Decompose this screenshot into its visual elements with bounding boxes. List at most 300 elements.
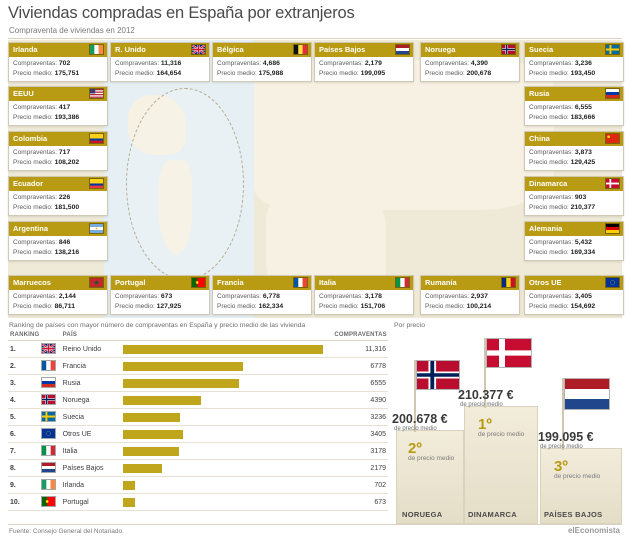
country-card-rusia — [524, 86, 624, 126]
country-card-argentina-precio — [13, 248, 103, 258]
table-row — [8, 375, 388, 392]
flag-noruega-podium — [416, 360, 460, 390]
country-card-ecuador — [8, 176, 108, 216]
flag-gb-icon — [41, 343, 56, 354]
country-card-francia — [212, 275, 312, 315]
rank-bar-cell — [121, 409, 333, 426]
source-note: Fuente: Consejo General del Notariado. — [9, 528, 124, 535]
podium-rank-1-sub: de precio medio — [478, 431, 525, 438]
country-card-eeuu-precio — [13, 113, 103, 123]
label-precio: Precio medio: — [425, 302, 465, 310]
rank-flag-cell — [39, 426, 60, 443]
country-card-italia-title — [315, 276, 413, 290]
label-compraventas: Compraventas: — [529, 194, 574, 201]
podium-rank-3-sub: de precio medio — [554, 473, 601, 480]
country-card-colombia-title — [9, 132, 107, 146]
country-card-belgica-compraventas — [217, 59, 307, 69]
value-precio: 154,692 — [570, 302, 596, 310]
country-card-alemania-precio — [529, 248, 619, 258]
country-card-china-name: China — [529, 134, 550, 143]
price-paisesbajos: 199.095 € — [538, 430, 594, 444]
value-precio: 127,925 — [156, 302, 182, 310]
value-precio: 183,666 — [570, 113, 596, 121]
label-precio: Precio medio: — [13, 69, 53, 77]
table-row — [8, 358, 388, 375]
label-precio: Precio medio: — [319, 69, 359, 77]
rank-flag-cell — [39, 392, 60, 409]
value-compraventas: 4,686 — [262, 60, 280, 67]
rank-value: 702 — [332, 477, 388, 494]
country-card-runido — [110, 42, 210, 82]
value-precio: 181,500 — [54, 203, 80, 211]
rank-position: 3. — [8, 375, 39, 392]
country-card-suecia-title — [525, 43, 623, 57]
rank-bar — [123, 362, 243, 371]
country-card-ecuador-name: Ecuador — [13, 179, 44, 188]
country-card-francia-body — [213, 290, 311, 314]
country-card-noruega-body — [421, 57, 519, 81]
country-card-portugal-title — [111, 276, 209, 290]
value-precio: 86,711 — [54, 302, 75, 310]
label-compraventas: Compraventas: — [319, 293, 364, 300]
country-card-italia — [314, 275, 414, 315]
rank-country: Países Bajos — [61, 460, 121, 477]
country-card-italia-body — [315, 290, 413, 314]
country-card-china-precio — [529, 158, 619, 168]
rank-position: 1. — [8, 341, 39, 358]
country-card-belgica-body — [213, 57, 311, 81]
country-card-noruega — [420, 42, 520, 82]
country-card-rumania-title — [421, 276, 519, 290]
label-compraventas: Compraventas: — [115, 293, 160, 300]
eurasia-shape — [254, 60, 554, 210]
flag-it-icon — [41, 445, 56, 456]
value-precio: 175,751 — [54, 69, 80, 77]
country-card-noruega-precio — [425, 69, 515, 79]
page-subtitle: Compraventa de viviendas en 2012 — [9, 26, 135, 35]
col-pais: PAÍS — [61, 332, 121, 341]
country-card-china — [524, 131, 624, 171]
label-compraventas: Compraventas: — [425, 60, 470, 67]
value-precio: 210,377 — [570, 203, 596, 211]
rank-bar-cell — [121, 392, 333, 409]
country-card-suecia-name: Suecia — [529, 45, 554, 54]
country-card-irlanda-title — [9, 43, 107, 57]
value-precio: 129,425 — [570, 158, 596, 166]
flag-china-icon — [605, 133, 620, 144]
ranking-table — [8, 332, 388, 511]
value-precio: 169,334 — [570, 248, 596, 256]
value-compraventas: 6,778 — [262, 293, 280, 300]
country-card-suecia — [524, 42, 624, 82]
rank-value: 3178 — [332, 443, 388, 460]
flag-rusia-icon — [605, 88, 620, 99]
header-divider — [8, 38, 622, 39]
label-compraventas: Compraventas: — [115, 60, 160, 67]
flag-dinamarca-podium — [486, 338, 532, 368]
country-card-argentina-body — [9, 236, 107, 260]
price-dinamarca: 210.377 € — [458, 388, 514, 402]
country-card-otrosue-precio — [529, 302, 619, 312]
value-precio: 100,214 — [466, 302, 492, 310]
table-row — [8, 409, 388, 426]
rank-value: 6555 — [332, 375, 388, 392]
label-precio: Precio medio: — [13, 248, 53, 256]
rank-bar-cell — [121, 375, 333, 392]
label-precio: Precio medio: — [529, 158, 569, 166]
rank-bar-cell — [121, 426, 333, 443]
rank-position: 8. — [8, 460, 39, 477]
flag-portugal-icon — [191, 277, 206, 288]
rank-flag-cell — [39, 409, 60, 426]
rank-country: Francia — [61, 358, 121, 375]
americas-highlight-oval — [126, 88, 244, 280]
country-card-colombia-compraventas — [13, 148, 103, 158]
rank-bar-cell — [121, 460, 333, 477]
country-card-alemania-title — [525, 222, 623, 236]
country-card-china-body — [525, 146, 623, 170]
country-card-otrosue — [524, 275, 624, 315]
price-noruega-sub: de precio medio — [394, 426, 437, 432]
country-card-rusia-precio — [529, 113, 619, 123]
rank-country: Reino Unido — [61, 341, 121, 358]
label-precio: Precio medio: — [217, 302, 257, 310]
value-compraventas: 673 — [160, 293, 173, 300]
label-precio: Precio medio: — [319, 302, 359, 310]
label-compraventas: Compraventas: — [13, 104, 58, 111]
label-compraventas: Compraventas: — [529, 104, 574, 111]
rank-country: Portugal — [61, 494, 121, 511]
country-card-colombia-precio — [13, 158, 103, 168]
value-compraventas: 3,873 — [574, 149, 592, 156]
label-compraventas: Compraventas: — [13, 149, 58, 156]
price-dinamarca-sub: de precio medio — [460, 402, 503, 408]
country-card-runido-body — [111, 57, 209, 81]
flag-irlanda-icon — [89, 44, 104, 55]
rank-bar — [123, 430, 183, 439]
country-card-francia-name: Francia — [217, 278, 244, 287]
podium-rank-3 — [554, 458, 600, 480]
table-header-row — [8, 332, 388, 341]
flag-se-icon — [41, 411, 56, 422]
country-card-suecia-precio — [529, 69, 619, 79]
country-card-runido-name: R. Unido — [115, 45, 146, 54]
price-paisesbajos-sub: de precio medio — [540, 444, 583, 450]
country-card-rumania-body — [421, 290, 519, 314]
label-compraventas: Compraventas: — [13, 60, 58, 67]
table-row — [8, 494, 388, 511]
country-card-argentina-compraventas — [13, 238, 103, 248]
country-card-portugal-body — [111, 290, 209, 314]
rank-flag-cell — [39, 460, 60, 477]
flag-nl-icon — [41, 462, 56, 473]
value-compraventas: 717 — [58, 149, 71, 156]
value-compraventas: 417 — [58, 104, 71, 111]
value-precio: 151,706 — [360, 302, 386, 310]
podium-rank-2-sub: de precio medio — [408, 455, 455, 462]
country-card-noruega-compraventas — [425, 59, 515, 69]
label-precio: Precio medio: — [13, 113, 53, 121]
value-compraventas: 846 — [58, 239, 71, 246]
country-card-rumania-name: Rumanía — [425, 278, 457, 287]
value-compraventas: 4,390 — [470, 60, 488, 67]
country-card-marruecos-name: Marruecos — [13, 278, 51, 287]
label-compraventas: Compraventas: — [217, 60, 262, 67]
podium-country-2: NORUEGA — [402, 510, 443, 519]
flag-dinamarca-icon — [605, 178, 620, 189]
rank-value: 4390 — [332, 392, 388, 409]
country-card-rumania-compraventas — [425, 292, 515, 302]
value-precio: 138,216 — [54, 248, 80, 256]
label-compraventas: Compraventas: — [529, 149, 574, 156]
flag-italia-icon — [395, 277, 410, 288]
label-compraventas: Compraventas: — [217, 293, 262, 300]
flag-fr-icon — [41, 360, 56, 371]
country-card-italia-precio — [319, 302, 409, 312]
rank-position: 5. — [8, 409, 39, 426]
rank-bar — [123, 464, 162, 473]
country-card-otrosue-name: Otros UE — [529, 278, 562, 287]
country-card-francia-title — [213, 276, 311, 290]
flag-otrosue-icon — [605, 277, 620, 288]
country-card-dinamarca-body — [525, 191, 623, 215]
country-card-dinamarca — [524, 176, 624, 216]
country-card-paisesbajos-body — [315, 57, 413, 81]
country-card-belgica — [212, 42, 312, 82]
table-row — [8, 426, 388, 443]
country-card-china-title — [525, 132, 623, 146]
label-precio: Precio medio: — [529, 248, 569, 256]
value-compraventas: 6,555 — [574, 104, 592, 111]
country-card-dinamarca-precio — [529, 203, 619, 213]
country-card-noruega-name: Noruega — [425, 45, 456, 54]
rank-value: 3236 — [332, 409, 388, 426]
rank-bar-cell — [121, 494, 333, 511]
label-precio: Precio medio: — [13, 203, 53, 211]
country-card-eeuu — [8, 86, 108, 126]
country-card-rumania-precio — [425, 302, 515, 312]
value-precio: 162,334 — [258, 302, 284, 310]
flag-ecuador-icon — [89, 178, 104, 189]
country-card-otrosue-body — [525, 290, 623, 314]
value-compraventas: 702 — [58, 60, 71, 67]
country-card-ecuador-compraventas — [13, 193, 103, 203]
label-compraventas: Compraventas: — [529, 293, 574, 300]
flag-suecia-icon — [605, 44, 620, 55]
rank-position: 6. — [8, 426, 39, 443]
country-card-marruecos-title — [9, 276, 107, 290]
country-card-argentina-title — [9, 222, 107, 236]
value-compraventas: 903 — [574, 194, 587, 201]
country-card-paisesbajos-name: Países Bajos — [319, 45, 366, 54]
podium-graphic — [392, 332, 624, 522]
country-card-eeuu-name: EEUU — [13, 89, 34, 98]
flag-alemania-icon — [605, 223, 620, 234]
value-compraventas: 2,937 — [470, 293, 488, 300]
country-card-paisesbajos — [314, 42, 414, 82]
table-row — [8, 392, 388, 409]
rank-bar-cell — [121, 358, 333, 375]
page-title: Viviendas compradas en España por extranjeros — [8, 4, 355, 22]
rank-position: 2. — [8, 358, 39, 375]
podium-note: Por precio — [394, 322, 425, 329]
country-card-francia-compraventas — [217, 292, 307, 302]
country-card-otrosue-compraventas — [529, 292, 619, 302]
country-card-portugal-precio — [115, 302, 205, 312]
rank-country: Italia — [61, 443, 121, 460]
flag-eu-icon — [41, 428, 56, 439]
rank-bar — [123, 396, 201, 405]
rank-flag-cell — [39, 375, 60, 392]
flag-colombia-icon — [89, 133, 104, 144]
label-precio: Precio medio: — [217, 69, 257, 77]
table-row — [8, 341, 388, 358]
label-precio: Precio medio: — [529, 203, 569, 211]
country-card-francia-precio — [217, 302, 307, 312]
rank-value: 11,316 — [332, 341, 388, 358]
country-card-eeuu-title — [9, 87, 107, 101]
country-card-alemania-body — [525, 236, 623, 260]
rank-bar — [123, 481, 135, 490]
country-card-ecuador-title — [9, 177, 107, 191]
label-precio: Precio medio: — [13, 302, 53, 310]
podium-country-1: DINAMARCA — [468, 510, 517, 519]
col-ranking: RANKING — [8, 332, 39, 341]
country-card-rumania — [420, 275, 520, 315]
price-noruega: 200.678 € — [392, 412, 448, 426]
country-card-runido-precio — [115, 69, 205, 79]
value-compraventas: 2,144 — [58, 293, 76, 300]
label-compraventas: Compraventas: — [529, 239, 574, 246]
country-card-rusia-title — [525, 87, 623, 101]
flag-no-icon — [41, 394, 56, 405]
value-compraventas: 11,316 — [160, 60, 182, 67]
country-card-italia-compraventas — [319, 292, 409, 302]
value-precio: 193,450 — [570, 69, 596, 77]
label-precio: Precio medio: — [529, 302, 569, 310]
country-card-irlanda-compraventas — [13, 59, 103, 69]
rank-position: 4. — [8, 392, 39, 409]
podium-rank-2 — [408, 440, 454, 462]
country-card-runido-compraventas — [115, 59, 205, 69]
country-card-belgica-name: Bélgica — [217, 45, 244, 54]
country-card-colombia — [8, 131, 108, 171]
label-precio: Precio medio: — [13, 158, 53, 166]
country-card-eeuu-body — [9, 101, 107, 125]
country-card-ecuador-precio — [13, 203, 103, 213]
value-compraventas: 3,236 — [574, 60, 592, 67]
rank-bar-cell — [121, 477, 333, 494]
country-card-irlanda-body — [9, 57, 107, 81]
value-compraventas: 226 — [58, 194, 71, 201]
country-card-dinamarca-compraventas — [529, 193, 619, 203]
table-row — [8, 477, 388, 494]
country-card-otrosue-title — [525, 276, 623, 290]
flag-belgica-icon — [293, 44, 308, 55]
country-card-marruecos-precio — [13, 302, 103, 312]
country-card-china-compraventas — [529, 148, 619, 158]
country-card-colombia-body — [9, 146, 107, 170]
value-compraventas: 3,405 — [574, 293, 592, 300]
value-compraventas: 3,178 — [364, 293, 382, 300]
flag-eeuu-icon — [89, 88, 104, 99]
rank-country: Rusia — [61, 375, 121, 392]
flag-rumania-icon — [501, 277, 516, 288]
value-precio: 164,654 — [156, 69, 182, 77]
value-precio: 108,202 — [54, 158, 80, 166]
rank-bar — [123, 447, 179, 456]
podium-panel — [392, 322, 624, 527]
col-bar — [121, 332, 333, 341]
label-compraventas: Compraventas: — [425, 293, 470, 300]
country-card-noruega-title — [421, 43, 519, 57]
flag-pt-icon — [41, 496, 56, 507]
country-card-rusia-name: Rusia — [529, 89, 550, 98]
rank-bar-cell — [121, 341, 333, 358]
rank-position: 9. — [8, 477, 39, 494]
value-precio: 193,386 — [54, 113, 80, 121]
label-precio: Precio medio: — [425, 69, 465, 77]
country-card-marruecos-compraventas — [13, 292, 103, 302]
country-card-portugal — [110, 275, 210, 315]
rank-bar — [123, 379, 239, 388]
rank-bar — [123, 413, 180, 422]
rank-flag-cell — [39, 358, 60, 375]
value-precio: 175,988 — [258, 69, 284, 77]
label-compraventas: Compraventas: — [529, 60, 574, 67]
rank-value: 673 — [332, 494, 388, 511]
table-row — [8, 443, 388, 460]
country-card-argentina-name: Argentina — [13, 224, 49, 233]
rank-flag-cell — [39, 443, 60, 460]
col-flag — [39, 332, 60, 341]
country-card-paisesbajos-title — [315, 43, 413, 57]
country-card-dinamarca-title — [525, 177, 623, 191]
flag-paisesbajos-podium — [564, 378, 610, 410]
country-card-portugal-name: Portugal — [115, 278, 146, 287]
country-card-irlanda-precio — [13, 69, 103, 79]
country-card-alemania-compraventas — [529, 238, 619, 248]
country-card-irlanda — [8, 42, 108, 82]
rank-value: 3405 — [332, 426, 388, 443]
country-card-italia-name: Italia — [319, 278, 337, 287]
podium-rank-1 — [478, 416, 524, 438]
country-card-colombia-name: Colombia — [13, 134, 48, 143]
rank-value: 6778 — [332, 358, 388, 375]
country-card-dinamarca-name: Dinamarca — [529, 179, 568, 188]
value-precio: 199,095 — [360, 69, 386, 77]
label-precio: Precio medio: — [115, 69, 155, 77]
country-card-argentina — [8, 221, 108, 261]
flag-ru-icon — [41, 377, 56, 388]
flag-noruega-icon — [501, 44, 516, 55]
table-row — [8, 460, 388, 477]
ranking-panel — [8, 322, 388, 522]
country-card-suecia-body — [525, 57, 623, 81]
label-compraventas: Compraventas: — [13, 239, 58, 246]
country-card-belgica-precio — [217, 69, 307, 79]
rank-bar — [123, 498, 135, 507]
rank-flag-cell — [39, 494, 60, 511]
rank-flag-cell — [39, 341, 60, 358]
label-compraventas: Compraventas: — [13, 293, 58, 300]
rank-country: Irlanda — [61, 477, 121, 494]
label-precio: Precio medio: — [529, 69, 569, 77]
country-card-alemania-name: Alemania — [529, 224, 563, 233]
country-card-runido-title — [111, 43, 209, 57]
country-card-ecuador-body — [9, 191, 107, 215]
label-precio: Precio medio: — [529, 113, 569, 121]
